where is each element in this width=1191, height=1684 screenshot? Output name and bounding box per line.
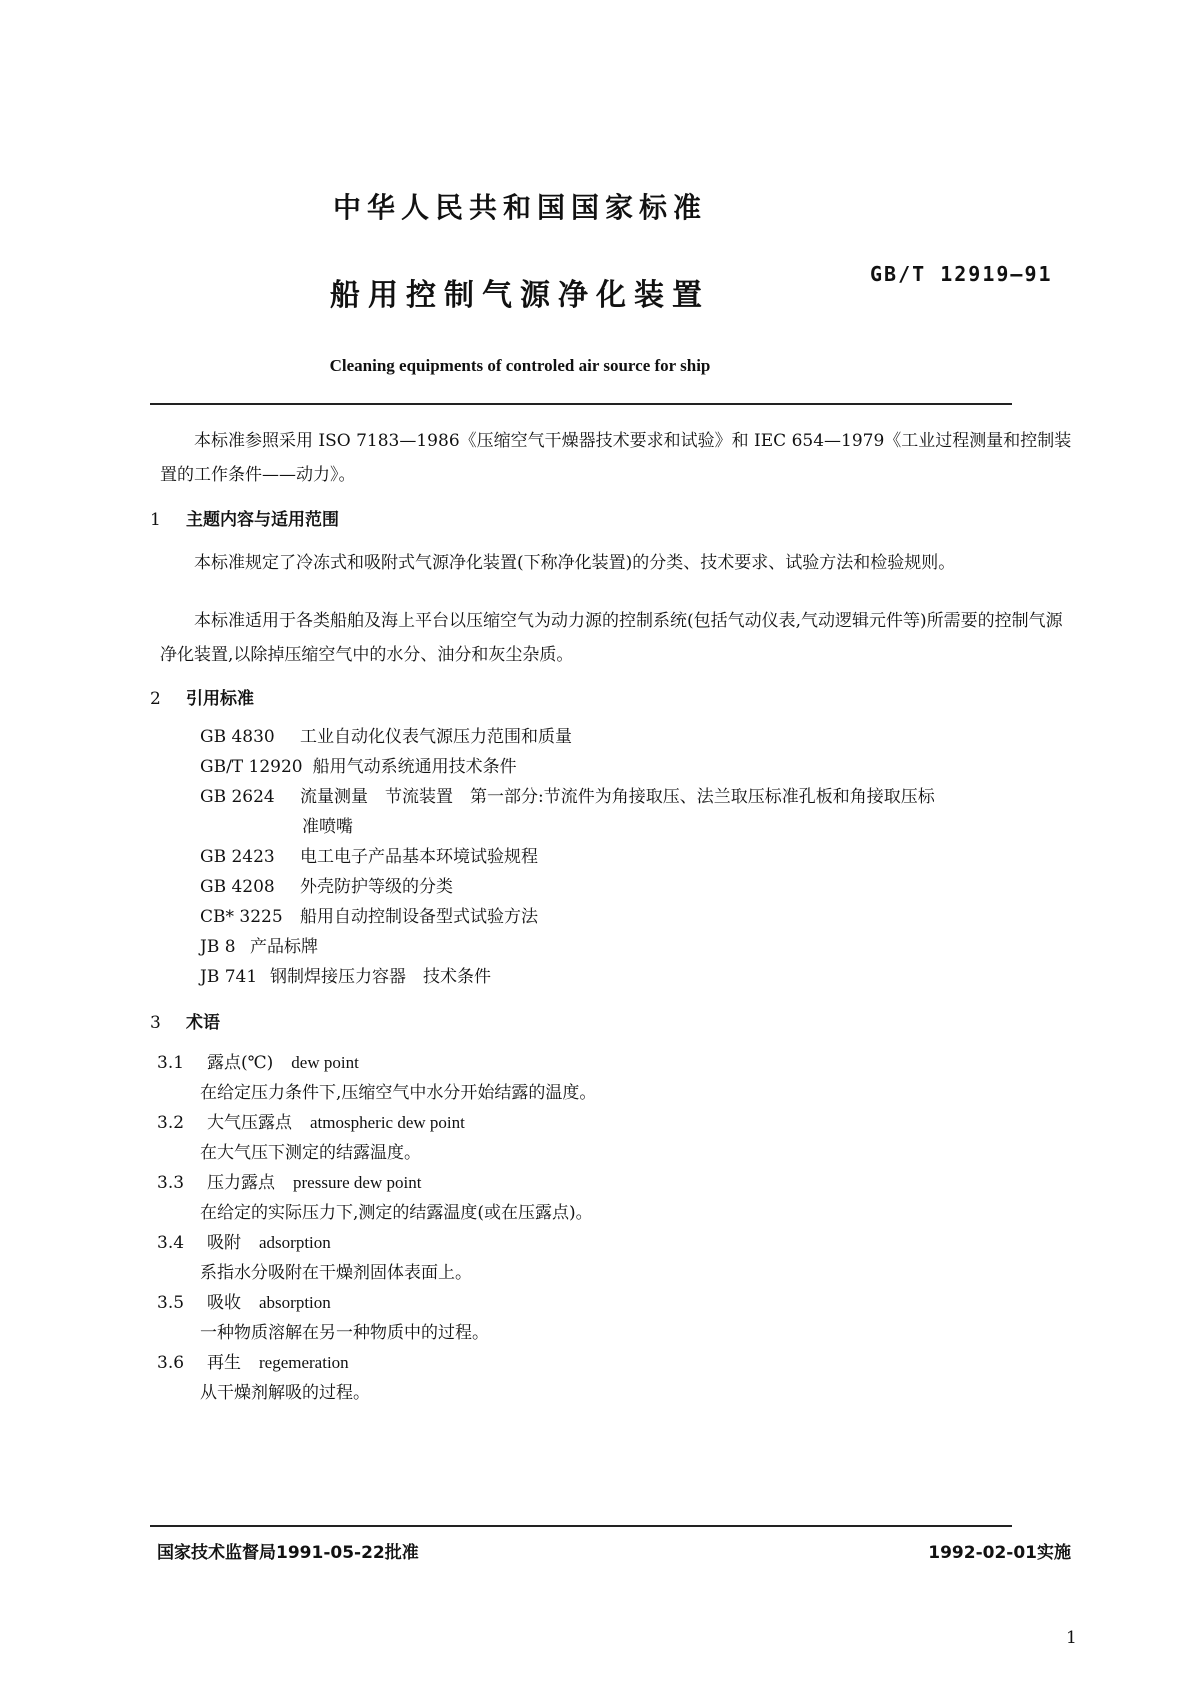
term-chinese: 再生: [207, 1353, 241, 1373]
implementation-line: 1992-02-01实施: [928, 1543, 1071, 1563]
term-chinese: 大气压露点: [207, 1113, 292, 1133]
term-entry: [157, 1348, 349, 1378]
reference-item: [200, 782, 935, 812]
reference-item: [200, 872, 453, 902]
reference-item: [200, 902, 538, 932]
standard-name: 船用控制气源净化装置: [330, 278, 710, 313]
term-definition: 系指水分吸附在干燥剂固体表面上。: [200, 1263, 472, 1283]
reference-code: JB 8: [200, 937, 236, 957]
term-definition: 一种物质溶解在另一种物质中的过程。: [200, 1323, 489, 1343]
term-english: dew point: [291, 1053, 359, 1072]
term-definition: 从干燥剂解吸的过程。: [200, 1383, 370, 1403]
section-3-title: 术语: [186, 1013, 220, 1033]
term-entry: [157, 1288, 331, 1318]
english-title: Cleaning equipments of controled air source for ship: [329, 356, 711, 375]
reference-code: GB/T 12920: [200, 757, 303, 777]
term-definition: 在给定的实际压力下,测定的结露温度(或在压露点)。: [200, 1203, 593, 1223]
reference-title: 外壳防护等级的分类: [300, 877, 453, 897]
reference-code: GB 2423: [200, 847, 275, 867]
document-header-title: 中华人民共和国国家标准: [332, 191, 707, 224]
term-entry: [157, 1108, 465, 1138]
reference-code: GB 4208: [200, 877, 275, 897]
section-2-number: 2: [150, 689, 161, 709]
reference-title-continued: 准喷嘴: [302, 817, 353, 837]
section-1-para-2: [160, 604, 1078, 672]
standard-number: GB/T 12919—91: [870, 262, 1053, 286]
term-english: adsorption: [259, 1233, 331, 1252]
reference-title: 产品标牌: [250, 937, 318, 957]
term-number: 3.5: [157, 1293, 185, 1313]
term-chinese: 吸附: [207, 1233, 241, 1253]
section-1-number: 1: [150, 510, 161, 530]
section-2-heading: [150, 684, 254, 709]
reference-item: [200, 842, 538, 872]
reference-item: [200, 722, 572, 752]
section-2-title: 引用标准: [186, 689, 254, 709]
section-1-heading: [150, 505, 339, 530]
intro-paragraph: [160, 424, 1078, 492]
reference-title: 电工电子产品基本环境试验规程: [300, 847, 538, 867]
section-1-para-1: [160, 546, 1078, 580]
term-english: pressure dew point: [293, 1173, 422, 1192]
term-chinese: 吸收: [207, 1293, 241, 1313]
term-definition: 在大气压下测定的结露温度。: [200, 1143, 421, 1163]
reference-code: GB 2624: [200, 787, 275, 807]
intro-text: 本标准参照采用 ISO 7183—1986《压缩空气干燥器技术要求和试验》和 IEC 654—1979《工业过程测量和控制装置的工作条件——动力》。: [160, 431, 1072, 485]
term-number: 3.2: [157, 1113, 185, 1133]
term-chinese: 压力露点: [207, 1173, 275, 1193]
section-1-title: 主题内容与适用范围: [186, 510, 339, 530]
reference-item: [200, 752, 517, 782]
top-divider: [150, 403, 1012, 405]
term-number: 3.6: [157, 1353, 185, 1373]
term-number: 3.1: [157, 1053, 185, 1073]
term-number: 3.4: [157, 1233, 185, 1253]
term-english: absorption: [259, 1293, 331, 1312]
term-entry: [157, 1048, 359, 1078]
term-definition: 在给定压力条件下,压缩空气中水分开始结露的温度。: [200, 1083, 597, 1103]
term-english: atmospheric dew point: [310, 1113, 465, 1132]
section-3-number: 3: [150, 1013, 161, 1033]
reference-title: 船用气动系统通用技术条件: [312, 757, 517, 777]
term-entry: [157, 1168, 421, 1198]
term-english: regemeration: [259, 1353, 349, 1372]
reference-title: 钢制焊接压力容器 技术条件: [270, 967, 491, 987]
reference-code: JB 741: [200, 967, 258, 987]
term-chinese: 露点(℃): [207, 1053, 274, 1073]
term-number: 3.3: [157, 1173, 185, 1193]
section-1-para-2-text: 本标准适用于各类船舶及海上平台以压缩空气为动力源的控制系统(包括气动仪表,气动逻辑元件等)所需要的控制气源净化装置,以除掉压缩空气中的水分、油分和灰尘杂质。: [160, 611, 1063, 665]
term-entry: [157, 1228, 331, 1258]
reference-code: CB* 3225: [200, 907, 283, 927]
reference-title: 流量测量 节流装置 第一部分:节流件为角接取压、法兰取压标准孔板和角接取压标: [300, 787, 935, 807]
reference-item: [200, 962, 491, 992]
reference-item: [200, 932, 318, 962]
reference-title: 船用自动控制设备型式试验方法: [300, 907, 538, 927]
reference-code: GB 4830: [200, 727, 275, 747]
reference-title: 工业自动化仪表气源压力范围和质量: [300, 727, 572, 747]
section-3-heading: [150, 1008, 220, 1033]
section-1-para-1-text: 本标准规定了冷冻式和吸附式气源净化装置(下称净化装置)的分类、技术要求、试验方法和检验规则。: [194, 553, 956, 573]
approval-line: 国家技术监督局1991-05-22批准: [157, 1543, 419, 1563]
bottom-divider: [150, 1525, 1012, 1527]
page-number: 1: [1066, 1628, 1077, 1648]
